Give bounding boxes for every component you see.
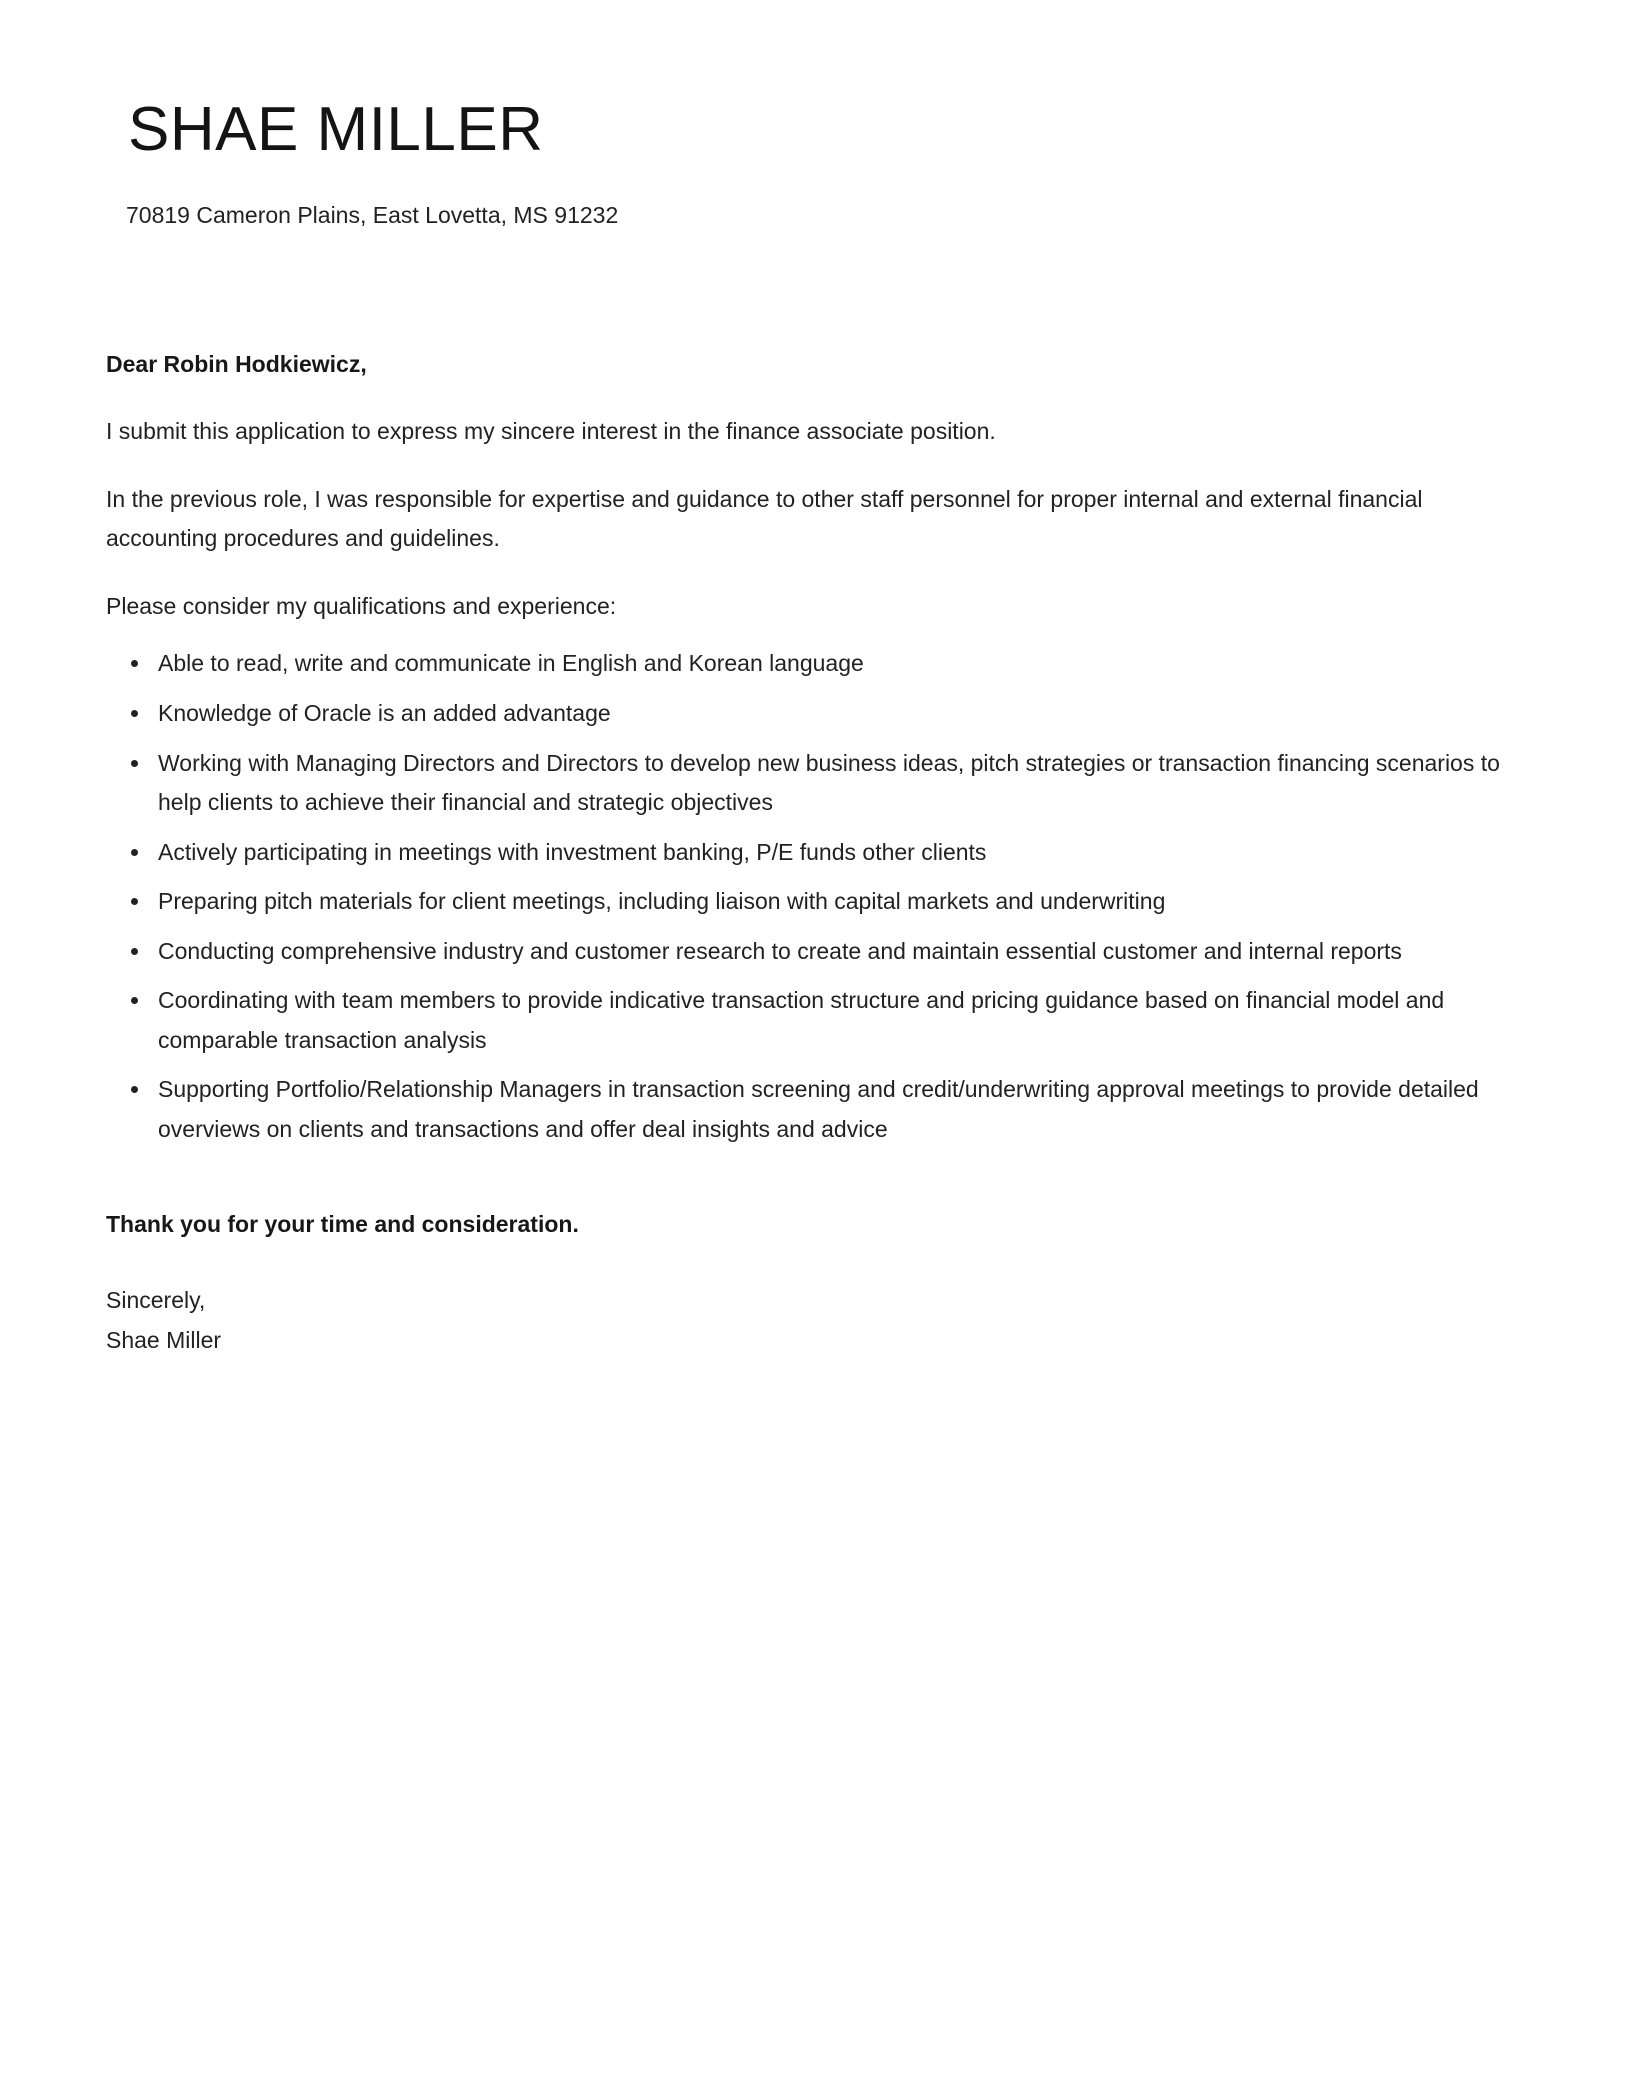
qualification-item: • Coordinating with team members to provide indicative transaction structure and pricing guidance based on financial model and comparable transaction analysis [152, 981, 1514, 1060]
letter-body [106, 345, 1514, 1360]
letter-author-address: 70819 Cameron Plains, East Lovetta, MS 91232 [126, 202, 619, 229]
qualification-item: • Supporting Portfolio/Relationship Managers in transaction screening and credit/underwriting approval meetings to provide detailed overviews on clients and transactions and offer deal insights and advice [152, 1070, 1514, 1149]
closing-sign-off: Sincerely, [106, 1286, 206, 1313]
paragraph-qualifications-lead: Please consider my qualifications and experience: [106, 592, 617, 619]
qualification-item: • Preparing pitch materials for client meetings, including liaison with capital markets and underwriting [152, 882, 1514, 922]
closing-thanks: Thank you for your time and consideration. [106, 1211, 579, 1238]
qualification-item: • Working with Managing Directors and Directors to develop new business ideas, pitch strategies or transaction financing scenarios to help clients to achieve their financial and strategic objectives [152, 744, 1514, 823]
salutation: Dear Robin Hodkiewicz, [106, 350, 367, 377]
qualification-item: • Actively participating in meetings with investment banking, P/E funds other clients [152, 833, 1514, 873]
qualification-item: • Able to read, write and communicate in English and Korean language [152, 644, 1514, 684]
letter-author-name: SHAE MILLER [128, 95, 544, 164]
paragraph-previous-role: In the previous role, I was responsible for expertise and guidance to other staff personnel for proper internal and external financial accounting procedures and guidelines. [106, 485, 1423, 552]
qualification-item: • Conducting comprehensive industry and customer research to create and maintain essential customer and internal reports [152, 932, 1514, 972]
qualifications-list [106, 644, 1514, 1149]
paragraph-intro: I submit this application to express my sincere interest in the finance associate position. [106, 418, 996, 445]
closing-block [106, 1281, 1514, 1360]
qualification-item: • Knowledge of Oracle is an added advantage [152, 694, 1514, 734]
closing-signature: Shae Miller [106, 1326, 222, 1353]
